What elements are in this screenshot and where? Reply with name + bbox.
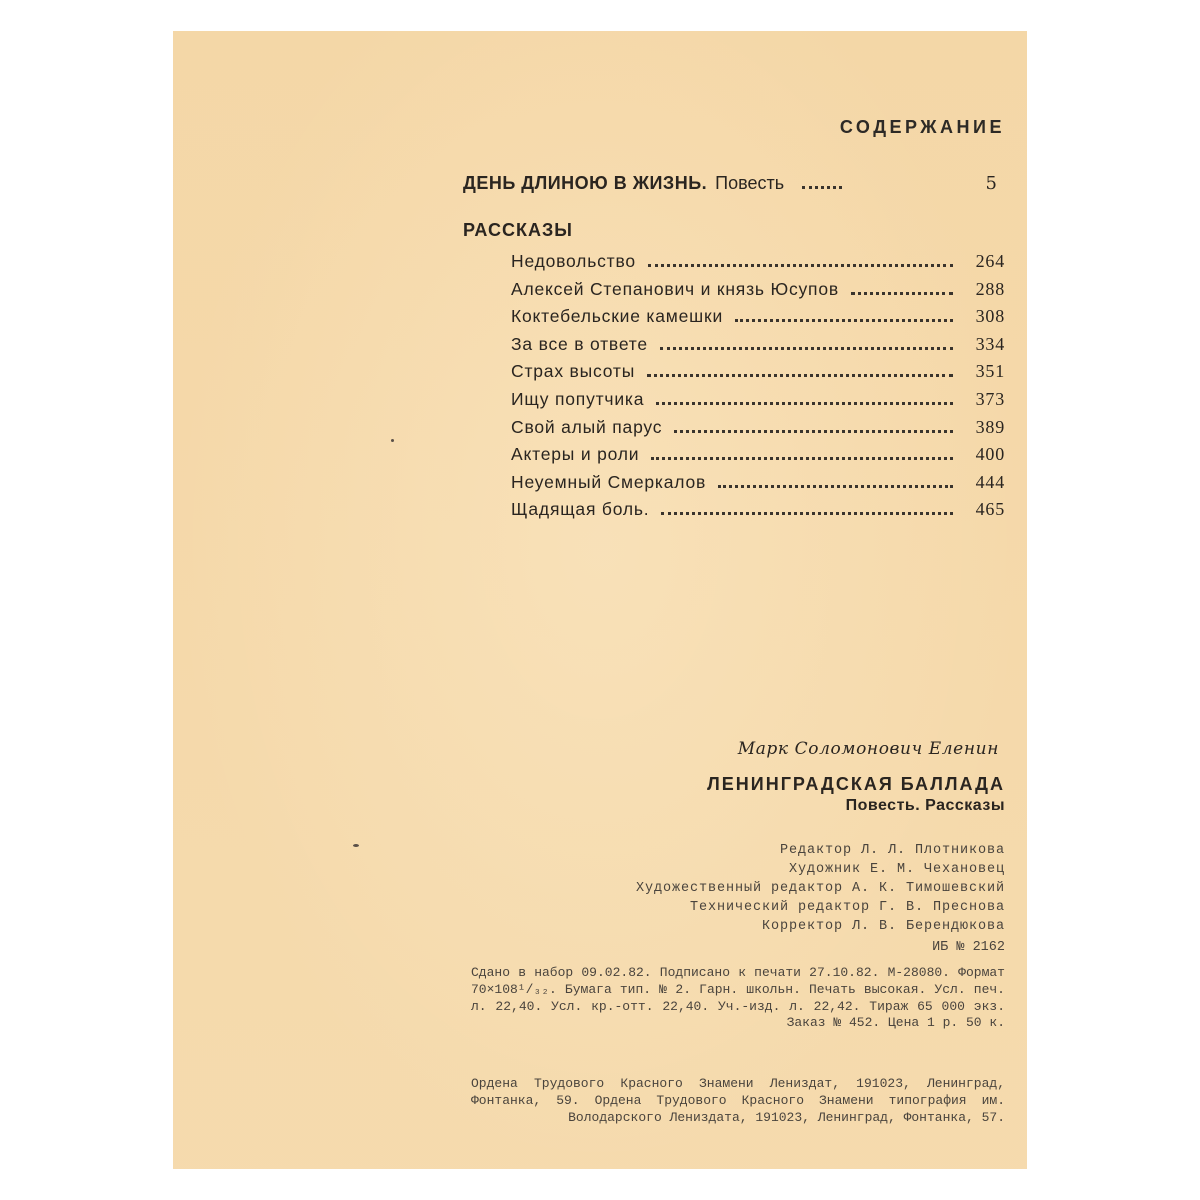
entry-page: 288	[975, 278, 1005, 299]
leader-dots	[660, 346, 953, 350]
paper-speck	[391, 439, 394, 442]
entry-page: 264	[975, 251, 1005, 271]
printer-details: Ордена Трудового Красного Знамени Лениздат, 191023, Ленинград, Фонтанка, 59. Ордена Трудового Красного Знамени типография им. Володарского Лениздата, 191023, Ленинград, Фонтанка, 57.	[471, 1076, 1005, 1126]
leader-dots	[718, 484, 953, 488]
toc-entry	[511, 334, 1005, 362]
toc-entry	[511, 279, 1005, 307]
entry-page: 400	[975, 444, 1005, 465]
credit-line: Художник Е. М. Чехановец	[788, 862, 1005, 877]
entry-title: За все в ответе	[511, 333, 648, 354]
entry-title: Свой алый парус	[511, 416, 663, 437]
book-title: ЛЕНИНГРАДСКАЯ БАЛЛАДА	[707, 774, 1005, 794]
book-page	[173, 31, 1027, 1169]
author-name: Марк Соломонович Еленин	[737, 739, 999, 759]
leader-dots	[651, 456, 953, 460]
entry-title: Страх высоты	[511, 361, 636, 382]
paper-speck	[353, 844, 359, 847]
entry-page: 373	[975, 388, 1005, 409]
entry-title: Щадящая боль.	[511, 499, 650, 520]
book-subtitle: Повесть. Рассказы	[845, 797, 1005, 814]
credit-line: Художественный редактор А. К. Тимошевский	[635, 881, 1005, 896]
entry-title: Неуемный Смеркалов	[511, 471, 707, 492]
toc-entry	[511, 251, 1005, 279]
toc-main-entry	[463, 173, 997, 194]
entry-page: 389	[975, 416, 1005, 437]
entry-title: Алексей Степанович и князь Юсупов	[511, 278, 839, 299]
leader-dots	[674, 429, 953, 433]
entry-page: 444	[975, 471, 1005, 492]
toc-entry	[511, 389, 1005, 417]
entry-title: Недовольство	[511, 251, 636, 271]
leader-dots	[656, 401, 953, 405]
leader-dots	[851, 291, 953, 295]
leader-dots	[735, 318, 953, 322]
credit-line: Корректор Л. В. Берендюкова	[761, 919, 1005, 934]
imprint-details: Сдано в набор 09.02.82. Подписано к печати 27.10.82. М-28080. Формат 70×108¹/₃₂. Бумага тип. № 2. Гарн. школьн. Печать высокая. Усл. печ. л. 22,40. Усл. кр.-отт. 22,40. Уч.-изд. л. 22,42. Тираж 65 000 экз. Заказ № 452. Цена 1 р. 50 к.	[471, 965, 1005, 1031]
entry-page: 351	[975, 361, 1005, 382]
credits-list	[636, 841, 1005, 936]
stories-section-label: РАССКАЗЫ	[463, 220, 573, 240]
ib-number: ИБ № 2162	[932, 940, 1005, 955]
main-entry-title: ДЕНЬ ДЛИНОЮ В ЖИЗНЬ.	[463, 173, 708, 193]
leader-dots	[647, 373, 953, 377]
contents-heading: СОДЕРЖАНИЕ	[839, 117, 1005, 137]
toc-entry	[511, 417, 1005, 445]
toc-entry	[511, 306, 1005, 334]
credit-line: Технический редактор Г. В. Преснова	[689, 900, 1005, 915]
toc-entry	[511, 499, 1005, 527]
toc-entry	[511, 361, 1005, 389]
entry-page: 465	[975, 499, 1005, 520]
entry-page: 334	[975, 333, 1005, 354]
leader-dots	[648, 263, 953, 267]
credit-line: Редактор Л. Л. Плотникова	[779, 843, 1005, 858]
entry-page: 308	[975, 306, 1005, 327]
leader-dots	[802, 185, 842, 189]
entry-title: Ищу попутчика	[511, 388, 645, 409]
main-entry-page: 5	[985, 173, 997, 194]
main-entry-subtitle: Повесть	[715, 173, 785, 193]
stories-list	[511, 251, 1005, 527]
toc-entry	[511, 444, 1005, 472]
toc-entry	[511, 472, 1005, 500]
entry-title: Коктебельские камешки	[511, 306, 724, 327]
leader-dots	[661, 511, 953, 515]
entry-title: Актеры и роли	[511, 444, 640, 465]
